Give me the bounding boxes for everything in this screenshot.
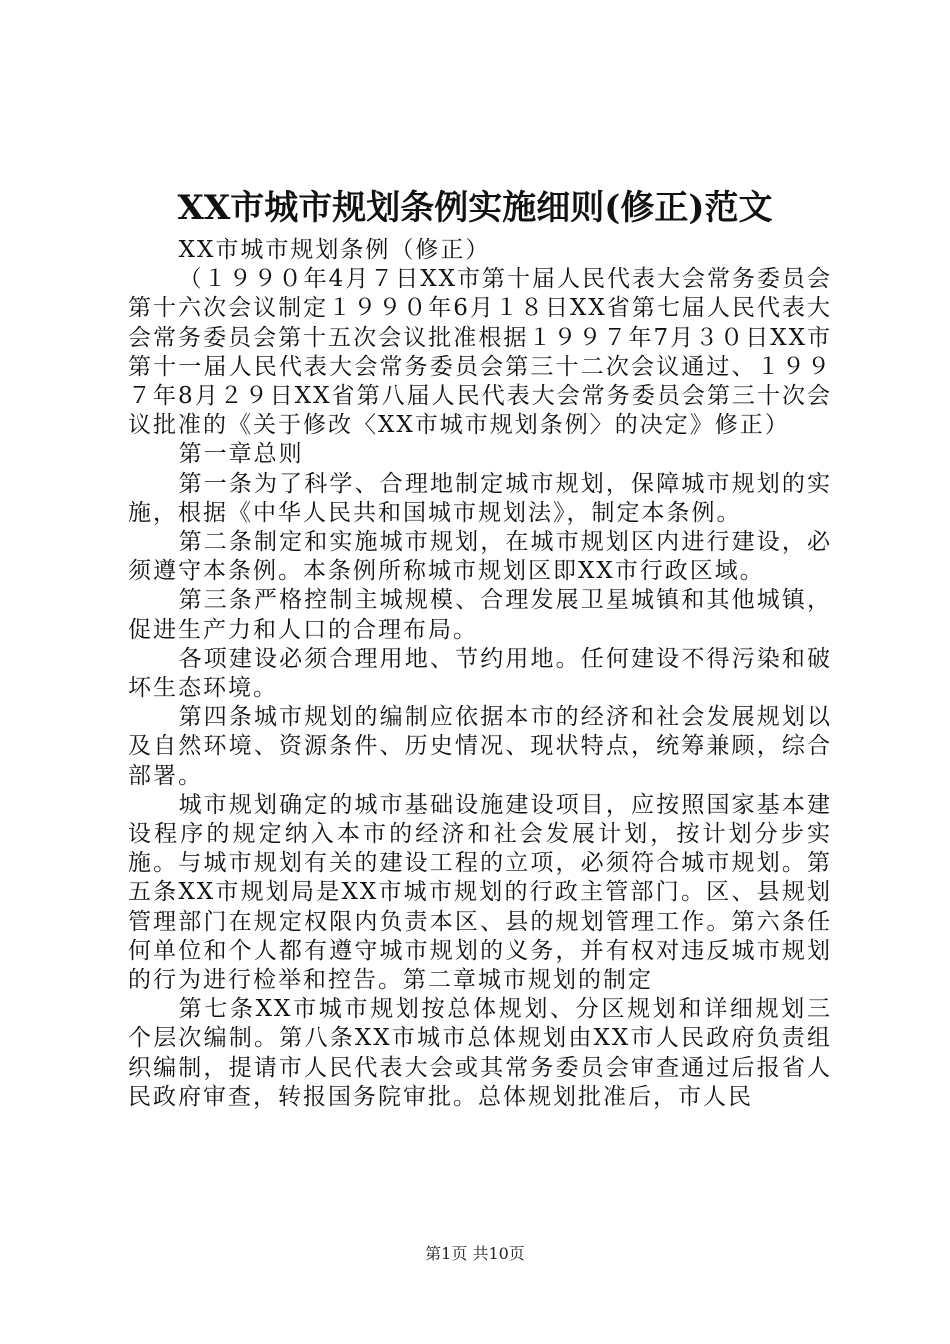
paragraph-article-4: 第四条城市规划的编制应依据本市的经济和社会发展规划以及自然环境、资源条件、历史情况、现状特点，统筹兼顾，综合部署。 [128,704,832,789]
page-number-footer: 第1页 共10页 [425,1244,525,1263]
paragraph-articles-7-8: 第七条XX市城市规划按总体规划、分区规划和详细规划三个层次编制。第八条XX市城市总体规划由XX市人民政府负责组织编制，提请市人民代表大会或其常务委员会审查通过后报省人民政府审查，转报国务院审批。总体规划批准后，市人民 [128,996,832,1110]
paragraph-articles-4-6: 城市规划确定的城市基础设施建设项目，应按照国家基本建设程序的规定纳入本市的经济和社会发展计划，按计划分步实施。与城市规划有关的建设工程的立项，必须符合城市规划。第五条XX市规划局是XX市城市规划的行政主管部门。区、县规划管理部门在规定权限内负责本区、县的规划管理工作。第六条任何单位和个人都有遵守城市规划的义务，并有权对违反城市规划的行为进行检举和控告。第二章城市规划的制定 [128,791,832,994]
paragraph-article-2: 第二条制定和实施城市规划，在城市规划区内进行建设，必须遵守本条例。本条例所称城市规划区即XX市行政区域。 [128,529,832,585]
paragraph-article-3: 第三条严格控制主城规模、合理发展卫星城镇和其他城镇，促进生产力和人口的合理布局。 [128,587,832,643]
paragraph-subtitle: XX市城市规划条例（修正） [178,237,491,263]
document-body [128,236,832,1112]
paragraph-chapter-1-heading: 第一章总则 [178,441,304,468]
paragraph-article-3-cont: 各项建设必须合理用地、节约用地。任何建设不得污染和破坏生态环境。 [128,645,832,702]
paragraph-preamble: （１９９０年4月７日XX市第十届人民代表大会常务委员会第十六次会议制定１９９０年6月１８日XX省第七届人民代表大会常务委员会第十五次会议批准根据１９９７年7月３０日XX市第十一届人民代表大会常务委员会第三十二次会议通过、１９９７年8月２９日XX省第八届人民代表大会常务委员会第三十次会议批准的《关于修改〈XX市城市规划条例〉的决定》修正） [128,266,832,439]
document-title: XX市城市规划条例实施细则(修正)范文 [177,188,773,228]
paragraph-article-1: 第一条为了科学、合理地制定城市规划，保障城市规划的实施，根据《中华人民共和国城市规划法》，制定本条例。 [128,470,832,526]
